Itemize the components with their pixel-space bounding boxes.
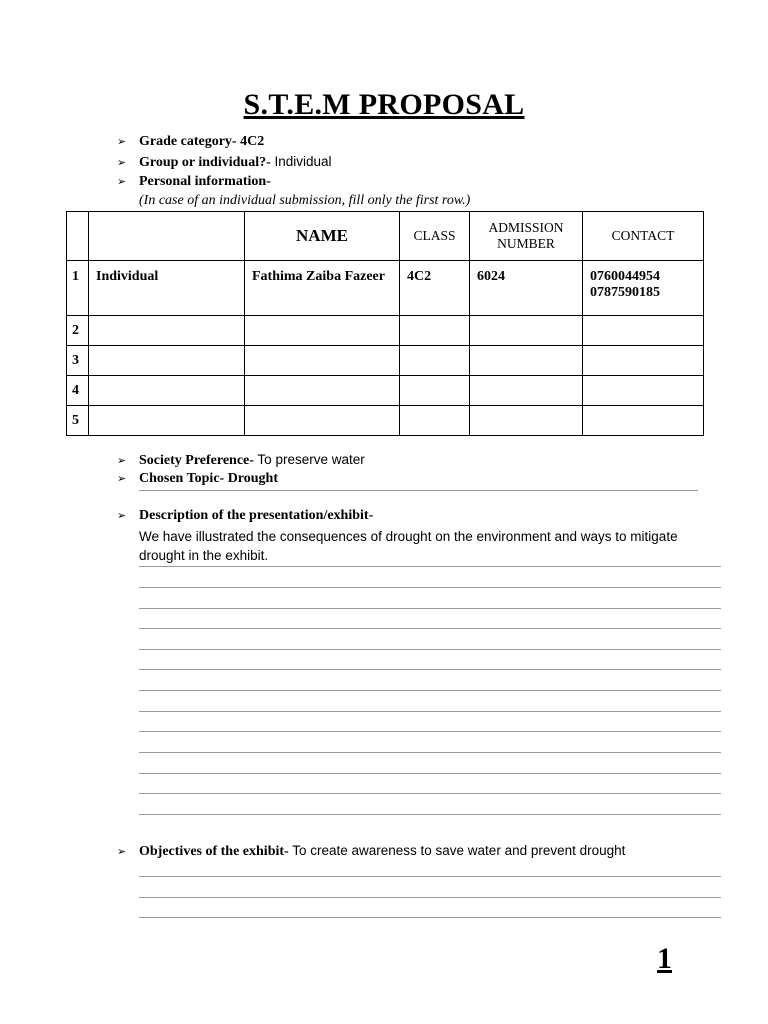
arrow-bullet-icon: ➢ [117,845,127,858]
writing-line [139,731,721,732]
writing-line [139,773,721,774]
writing-line [139,608,721,609]
arrow-bullet-icon: ➢ [117,135,127,148]
empty-cell[interactable] [89,346,245,376]
description-label: Description of the presentation/exhibit- [139,508,374,523]
table-header-row [67,212,704,261]
cell-name: Fathima Zaiba Fazeer [245,261,400,316]
header-name: NAME [245,212,400,261]
cell-class: 4C2 [400,261,470,316]
header-contact: CONTACT [583,212,704,261]
row-number: 5 [67,406,89,436]
writing-line [139,752,721,753]
empty-cell[interactable] [89,406,245,436]
empty-cell[interactable] [583,346,704,376]
table-row [67,376,704,406]
grade-value: 4C2 [236,134,265,149]
header-class: CLASS [400,212,470,261]
cell-contact [583,261,704,316]
writing-line [139,566,721,567]
page-number: 1 [657,942,672,975]
cell-admission: 6024 [470,261,583,316]
arrow-bullet-icon: ➢ [117,175,127,188]
writing-line [139,587,721,588]
personal-label: Personal information- [139,174,271,189]
writing-line [139,793,721,794]
table-row [67,406,704,436]
arrow-bullet-icon: ➢ [117,454,127,467]
chosen-topic [117,471,278,487]
empty-cell[interactable] [245,316,400,346]
personal-note: (In case of an individual submission, fill only the first row.) [139,193,471,208]
contact-line-2: 0787590185 [590,285,660,300]
society-preference [117,452,365,469]
empty-cell[interactable] [245,376,400,406]
arrow-bullet-icon: ➢ [117,509,127,522]
table-row [67,346,704,376]
writing-line [139,917,721,918]
objectives-value: To create awareness to save water and prevent drought [288,843,626,858]
empty-cell[interactable] [400,406,470,436]
row-number: 3 [67,346,89,376]
empty-cell[interactable] [245,346,400,376]
group-label: Group or individual?- [139,155,271,170]
arrow-bullet-icon: ➢ [117,472,127,485]
group-or-individual [117,154,332,171]
empty-cell[interactable] [583,376,704,406]
empty-cell[interactable] [89,316,245,346]
empty-cell[interactable] [89,376,245,406]
empty-cell[interactable] [470,316,583,346]
empty-cell[interactable] [400,346,470,376]
grade-category [117,134,264,150]
society-label: Society Preference- [139,453,254,468]
writing-line [139,814,721,815]
header-cell-number [67,212,89,261]
row-number: 1 [67,261,89,316]
empty-cell[interactable] [470,346,583,376]
objectives-label: Objectives of the exhibit- [139,844,289,859]
writing-line [139,897,721,898]
personal-information [117,174,271,190]
page-title: S.T.E.M PROPOSAL [243,88,525,121]
empty-cell[interactable] [583,316,704,346]
group-value: Individual [270,154,332,169]
personal-info-table [66,211,704,436]
empty-cell[interactable] [470,406,583,436]
arrow-bullet-icon: ➢ [117,156,127,169]
writing-line [139,649,721,650]
writing-line [139,669,721,670]
table-row [67,316,704,346]
society-value: To preserve water [253,452,365,467]
empty-cell[interactable] [400,376,470,406]
divider-line [139,490,698,491]
table-row [67,261,704,316]
header-admission: ADMISSION NUMBER [470,212,583,261]
writing-line [139,690,721,691]
description-text: We have illustrated the consequences of drought on the environment and ways to mitigate drought in the exhibit. [139,529,678,563]
empty-cell[interactable] [470,376,583,406]
topic-label: Chosen Topic- Drought [139,471,279,486]
writing-line [139,876,721,877]
empty-cell[interactable] [245,406,400,436]
empty-cell[interactable] [583,406,704,436]
writing-line [139,711,721,712]
row-number: 2 [67,316,89,346]
grade-label: Grade category- [139,134,237,149]
cell-type: Individual [89,261,245,316]
objectives [117,843,625,860]
description-heading [117,508,373,524]
contact-line-1: 0760044954 [590,269,660,284]
row-number: 4 [67,376,89,406]
writing-line [139,628,721,629]
header-cell-type [89,212,245,261]
empty-cell[interactable] [400,316,470,346]
